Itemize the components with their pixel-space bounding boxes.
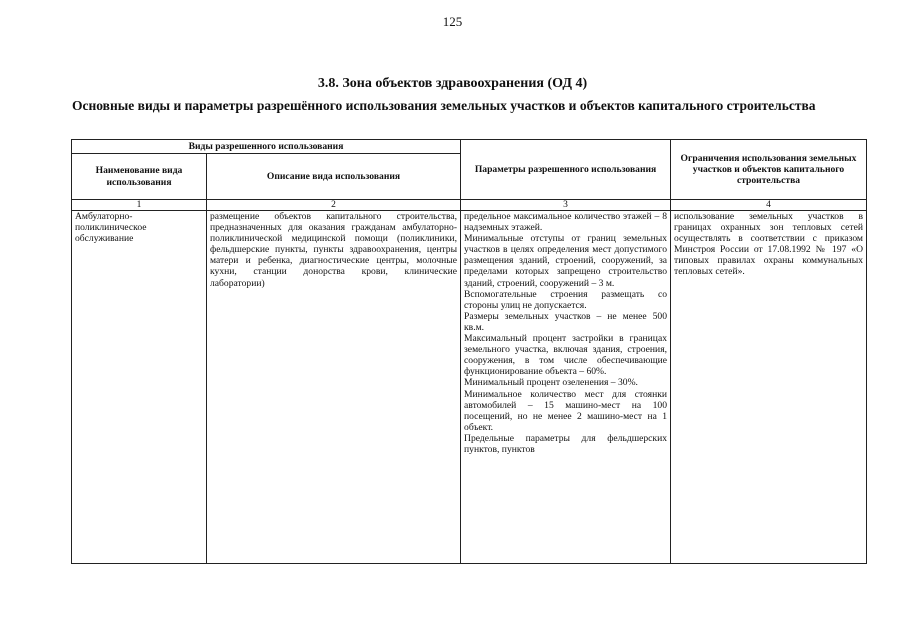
table-row bbox=[72, 211, 867, 564]
parameter-item: Минимальное количество мест для стоянки автомобилей – 15 машино-мест на 100 посещений, но не менее 2 машино-мест на 1 объект. bbox=[464, 388, 668, 433]
parameter-item: предельное максимальное количество этажей – 8 надземных этажей. bbox=[464, 211, 668, 234]
parameter-item: Максимальный процент застройки в границах земельного участка, включая здания, строения, сооружения, в том числе обеспечивающие функционирование объекта – 60%. bbox=[464, 333, 668, 378]
parameter-item: Минимальные отступы от границ земельных участков в целях определения мест допустимого размещения зданий, строений, сооружений, за пределами которых запрещено строительство зданий, строений, сооружений – 3 м. bbox=[464, 233, 668, 289]
header-row-1 bbox=[72, 140, 867, 154]
header-restrictions: Ограничения использования земельных участков и объектов капитального строительства bbox=[671, 140, 867, 200]
column-number-2: 2 bbox=[207, 200, 461, 211]
header-usage-name: Наименование вида использования bbox=[72, 154, 207, 200]
restrictions-cell: использование земельных участков в границах охранных зон тепловых сетей осуществлять в соответствии с приказом Минстроя России от 17.08.1992 № 197 «О типовых правилах охраны коммунальных тепловых сетей». bbox=[671, 211, 867, 564]
column-number-3: 3 bbox=[461, 200, 671, 211]
parameter-item: Минимальный процент озеленения – 30%. bbox=[464, 377, 638, 389]
column-number-row bbox=[72, 200, 867, 211]
header-usage-description: Описание вида использования bbox=[207, 154, 461, 200]
page-number: 125 bbox=[442, 14, 463, 29]
column-number-1: 1 bbox=[72, 200, 207, 211]
usage-description-cell: размещение объектов капитального строительства, предназначенных для оказания гражданам амбулаторно-поликлинической медицинской помощи (поликлиники, фельдшерские пункты, пункты здравоохранения, центры матери и ребенка, диагностические центры, молочные кухни, станции донорства крови, клинические лаборатории) bbox=[207, 211, 461, 564]
header-parameters: Параметры разрешенного использования bbox=[461, 140, 671, 200]
parameter-item: Вспомогательные строения размещать со стороны улиц не допускается. bbox=[464, 288, 668, 311]
section-title: 3.8. Зона объектов здравоохранения (ОД 4) bbox=[317, 76, 588, 91]
header-group-usage-types: Виды разрешенного использования bbox=[72, 140, 461, 154]
parameter-item: Предельные параметры для фельдшерских пунктов, пунктов bbox=[464, 432, 668, 455]
usage-name-cell: Амбулаторно-поликлиническое обслуживание bbox=[72, 211, 207, 564]
parameters-cell bbox=[461, 211, 671, 564]
land-use-table bbox=[71, 139, 867, 564]
column-number-4: 4 bbox=[671, 200, 867, 211]
parameter-item: Размеры земельных участков – не менее 500 кв.м. bbox=[464, 310, 668, 333]
table-subtitle: Основные виды и параметры разрешённого использования земельных участков и объектов капитального строительства bbox=[72, 98, 816, 113]
